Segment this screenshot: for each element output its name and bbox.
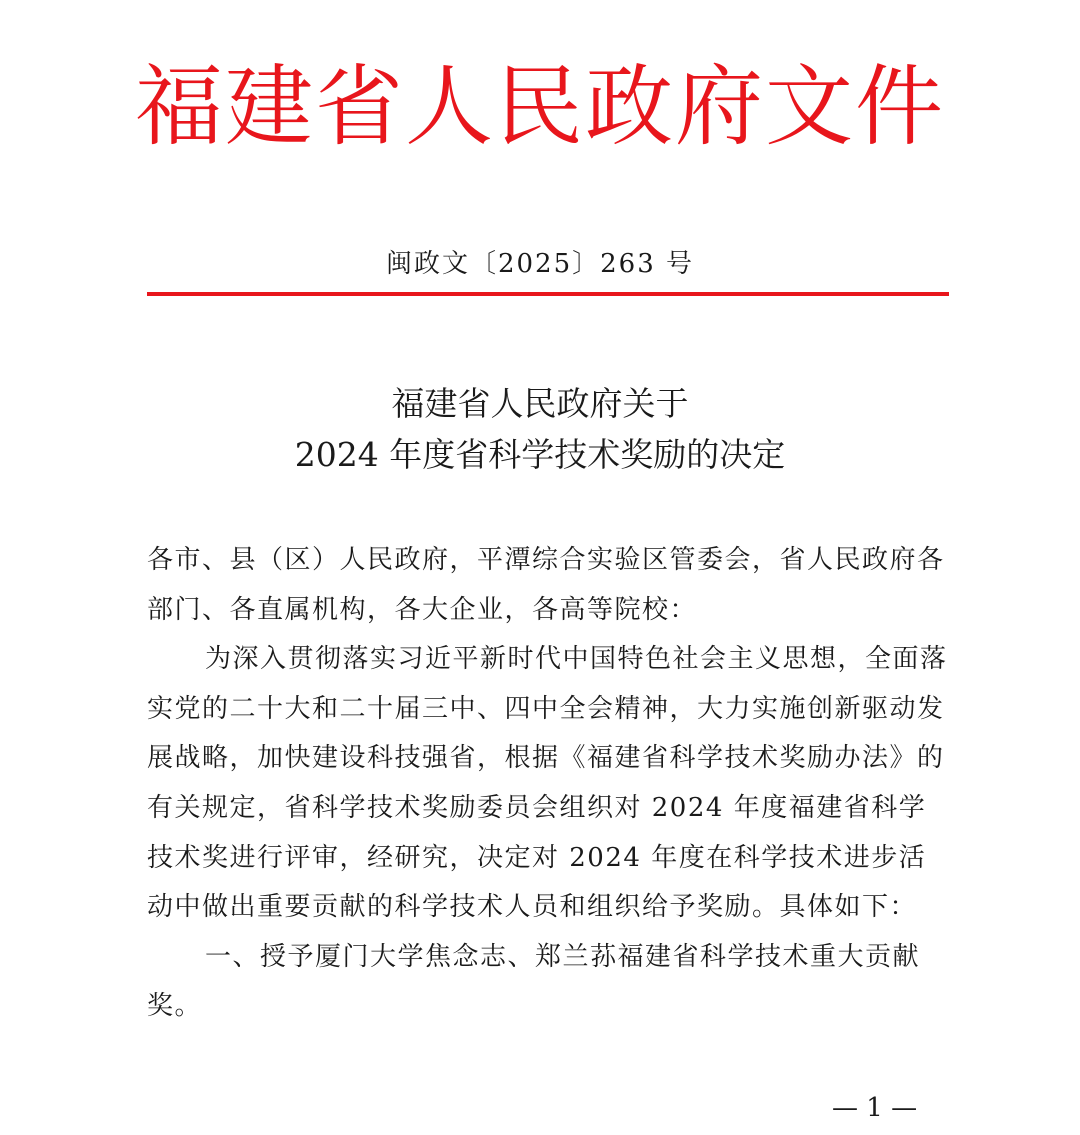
page-number: — 1 —	[832, 1093, 918, 1123]
masthead-title: 福建省人民政府文件	[134, 55, 945, 158]
document-number: 闽政文〔2025〕263 号	[385, 249, 695, 279]
body-paragraph-1: 为深入贯彻落实习近平新时代中国特色社会主义思想，全面落实党的二十大和二十届三中、四中全会精神，大力实施创新驱动发展战略，加快建设科技强省，根据《福建省科学技术奖励办法》的有关规定，省科学技术奖励委员会组织对 2024 年度福建省科学技术奖进行评审，经研究，决定对 2024 年度在科学技术进步活动中做出重要贡献的科学技术人员和组织给予奖励。具体如下：	[147, 644, 948, 923]
document-title-line-1: 福建省人民政府关于	[391, 384, 689, 423]
document-title	[0, 378, 1080, 480]
document-title-line-2: 2024 年度省科学技术奖励的决定	[294, 435, 786, 474]
body-paragraph-2: 一、授予厦门大学焦念志、郑兰荪福建省科学技术重大贡献奖。	[147, 941, 921, 1022]
addressee-paragraph: 各市、县（区）人民政府，平潭综合实验区管委会，省人民政府各部门、各直属机构，各大企业，各高等院校：	[147, 545, 945, 625]
red-separator-line	[147, 292, 949, 296]
document-body	[147, 536, 953, 1032]
